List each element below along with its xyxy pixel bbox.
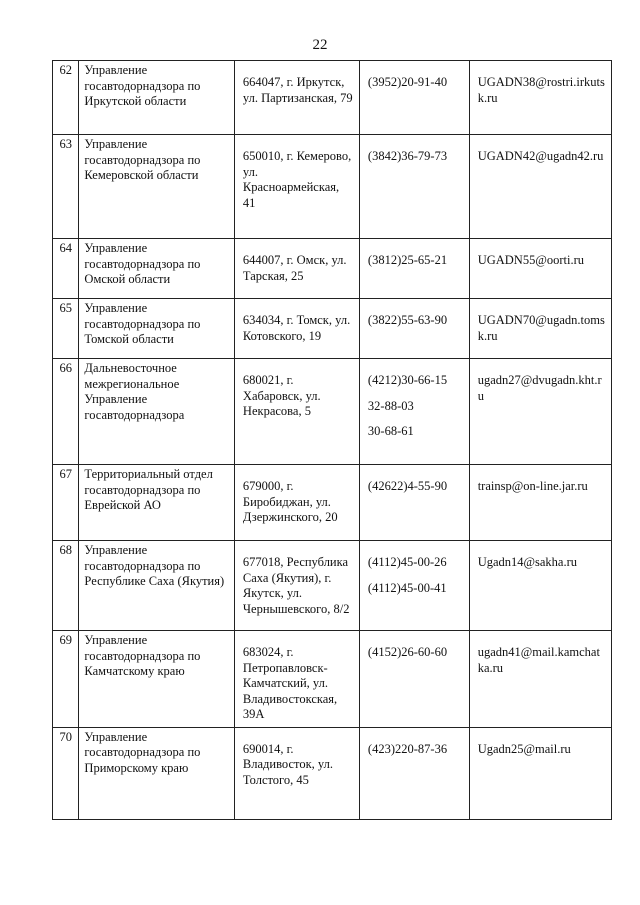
office-email: trainsp@on-line.jar.ru — [469, 465, 611, 541]
office-address: 664047, г. Иркутск, ул. Партизанская, 79 — [234, 61, 359, 135]
phone-line: 30-68-61 — [367, 424, 414, 438]
office-address: 683024, г. Петропавловск-Камчатский, ул. Владивостокская, 39А — [234, 631, 359, 728]
office-phone — [359, 727, 469, 819]
office-name: Управление госавтодорнадзора по Приморскому краю — [79, 727, 235, 819]
office-phone — [359, 135, 469, 239]
row-number: 63 — [53, 135, 79, 239]
office-email: ugadn41@mail.kamchatka.ru — [469, 631, 611, 728]
office-phone — [359, 239, 469, 299]
office-phone — [359, 541, 469, 631]
office-phone — [359, 631, 469, 728]
phone-line: (3812)25-65-21 — [367, 253, 448, 267]
phone-line: (4212)30-66-15 — [367, 373, 448, 387]
row-number: 64 — [53, 239, 79, 299]
page-number: 22 — [312, 37, 328, 53]
row-number: 67 — [53, 465, 79, 541]
row-number: 66 — [53, 359, 79, 465]
table-row — [53, 239, 612, 299]
table-row — [53, 61, 612, 135]
office-name: Управление госавтодорнадзора по Омской области — [79, 239, 235, 299]
row-number: 70 — [53, 727, 79, 819]
office-address: 644007, г. Омск, ул. Тарская, 25 — [234, 239, 359, 299]
table-row — [53, 541, 612, 631]
phone-line: (4112)45-00-41 — [367, 580, 447, 595]
office-phone — [359, 299, 469, 359]
contacts-table — [52, 60, 612, 820]
phone-line: (3842)36-79-73 — [367, 149, 448, 163]
office-address: 650010, г. Кемерово, ул. Красноармейская, 41 — [234, 135, 359, 239]
office-name: Территориальный отдел госавтодорнадзора по Еврейской АО — [79, 465, 235, 541]
row-number: 68 — [53, 541, 79, 631]
office-email: Ugadn14@sakha.ru — [469, 541, 611, 631]
office-email: ugadn27@dvugadn.kht.ru — [469, 359, 611, 465]
table-row — [53, 631, 612, 728]
office-address: 679000, г. Биробиджан, ул. Дзержинского, 20 — [234, 465, 359, 541]
phone-line: (3952)20-91-40 — [367, 75, 448, 89]
table-row — [53, 359, 612, 465]
phone-line: (423)220-87-36 — [367, 741, 448, 756]
office-email: UGADN70@ugadn.tomsk.ru — [469, 299, 611, 359]
office-name: Управление госавтодорнадзора по Иркутской области — [79, 61, 235, 135]
office-email: UGADN38@rostri.irkutsk.ru — [469, 61, 611, 135]
row-number: 62 — [53, 61, 79, 135]
office-name: Управление госавтодорнадзора по Камчатскому краю — [79, 631, 235, 728]
office-name: Управление госавтодорнадзора по Республике Саха (Якутия) — [79, 541, 235, 631]
office-address: 634034, г. Томск, ул. Котовского, 19 — [234, 299, 359, 359]
office-address: 677018, Республика Саха (Якутия), г. Якутск, ул. Чернышевского, 8/2 — [234, 541, 359, 631]
office-phone — [359, 359, 469, 465]
office-email: Ugadn25@mail.ru — [469, 727, 611, 819]
office-name: Управление госавтодорнадзора по Томской области — [79, 299, 235, 359]
office-phone — [359, 61, 469, 135]
office-address: 680021, г. Хабаровск, ул. Некрасова, 5 — [234, 359, 359, 465]
table-row — [53, 727, 612, 819]
table-row — [53, 135, 612, 239]
office-name: Управление госавтодорнадзора по Кемеровской области — [79, 135, 235, 239]
phone-line: (42622)4-55-90 — [367, 479, 448, 493]
office-name: Дальневосточное межрегиональное Управление госавтодорнадзора — [79, 359, 235, 465]
office-email: UGADN55@oorti.ru — [469, 239, 611, 299]
office-email: UGADN42@ugadn42.ru — [469, 135, 611, 239]
phone-line: (4112)45-00-26 — [367, 555, 447, 569]
table-row — [53, 465, 612, 541]
phone-line: 32-88-03 — [367, 398, 414, 413]
phone-line: (4152)26-60-60 — [367, 645, 448, 659]
row-number: 65 — [53, 299, 79, 359]
office-address: 690014, г. Владивосток, ул. Толстого, 45 — [234, 727, 359, 819]
table-row — [53, 299, 612, 359]
phone-line: (3822)55-63-90 — [367, 313, 448, 327]
row-number: 69 — [53, 631, 79, 728]
office-phone — [359, 465, 469, 541]
